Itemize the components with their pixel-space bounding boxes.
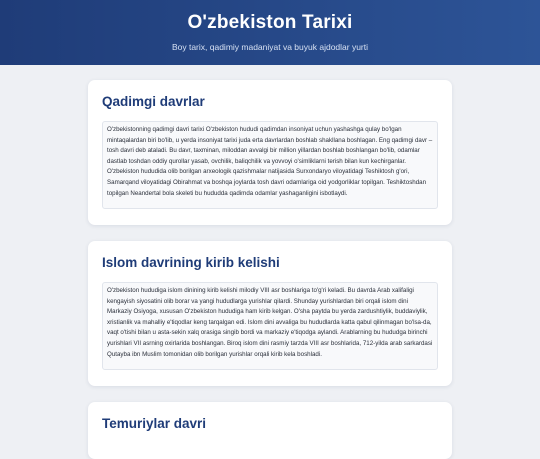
section-text-box[interactable]: O'zbekiston hududiga islom dinining kirib kelishi milodiy VIII asr boshlariga to'g'ri keladi. Bu davrda Arab xalifaligi kengayish siyosatini olib borar va yangi hududlarga yurishlar qilardi. Shunday yurishlardan biri orqali islom dini Markaziy Osiyoga, xususan O'zbekiston hududiga ham kirib kelgan. O'sha paytda bu yerda zardushtiylik, buddaviylik, xristianlik va mahalliy e'tiqodlar keng tarqalgan edi. Islom dini avvaliga bu hududlarda katta qabul qilinmagan bo'lsa-da, vaqt o'tishi bilan u asta-sekin xalq orasiga singib bordi va markaziy e'tiqodga aylandi. Arablarning bu hududga birinchi yurishlari VII asrning oxirlarida boshlangan. Biroq islom dini rasmiy tarzda VIII asr boshlarida, 712-yilda arab sarkardasi Qutayba ibn Muslim tomonidan olib borilgan yurishlar orqali kirib kela boshladi. (102, 282, 438, 370)
section-card-qadimgi-davrlar (88, 80, 452, 225)
main-content (0, 65, 540, 459)
section-title: Islom davrining kirib kelishi (102, 255, 280, 270)
section-title: Qadimgi davrlar (102, 94, 205, 109)
section-card-temuriylar-davri (88, 402, 452, 459)
site-subtitle: Boy tarix, qadimiy madaniyat va buyuk ajdodlar yurti (171, 42, 369, 52)
page-header (0, 0, 540, 65)
section-text-box[interactable]: O'zbekistonning qadimgi davri tarixi O'zbekiston hududi qadimdan insoniyat uchun yashashga qulay bo'lgan mintaqalardan biri bo'lib, u yerda insoniyat tarixi juda erta davrlardan boshlab shakllana boshlagan. Eng qadimgi davr – tosh davri deb ataladi. Bu davr, taxminan, miloddan avvalgi bir million yillardan boshlab boshlangan bo'lib, odamlar dastlab toshdan oddiy qurollar yasab, ovchilik, baliqchilik va yovvoyi o'simliklarni terish bilan kun kechirganlar. O'zbekiston hududida olib borilgan arxeologik qazishmalar natijasida Surxondaryo viloyatidagi Teshiktosh g'ori, Samarqand viloyatidagi Obirahmat va boshqa joylarda tosh davri odamlariga oid yodgorliklar topilgan. Teshiktoshdan topilgan Neandertal bola skeleti bu hududda qadimda odamlar yashaganligini isbotlaydi. (102, 121, 438, 209)
section-card-islom-davri (88, 241, 452, 386)
section-title: Temuriylar davri (102, 416, 207, 431)
site-title: O'zbekiston Tarixi (187, 12, 353, 33)
